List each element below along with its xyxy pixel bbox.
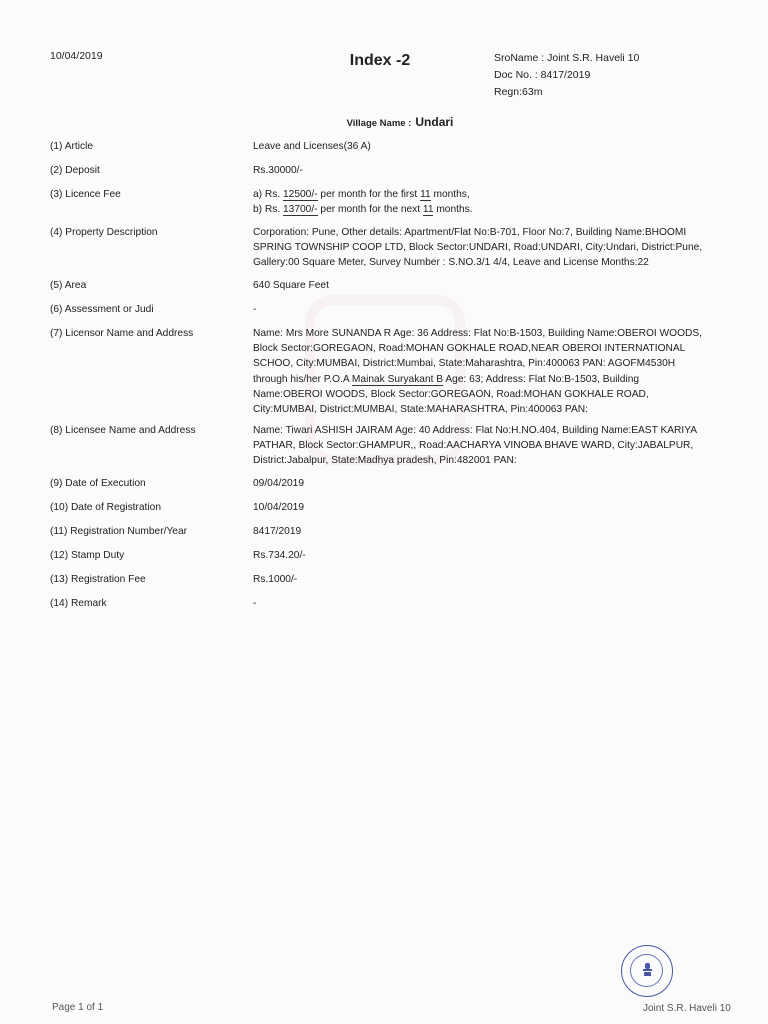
- row-value: 10/04/2019: [253, 502, 304, 513]
- regn: Regn:63m: [494, 86, 543, 98]
- row-label: (6) Assessment or Judi: [50, 304, 154, 315]
- village-line: [300, 115, 500, 129]
- row-label: (3) Licence Fee: [50, 189, 121, 200]
- row-label: (1) Article: [50, 141, 94, 152]
- row-value: 09/04/2019: [253, 478, 304, 489]
- row-label: (12) Stamp Duty: [50, 550, 125, 561]
- row-label: (10) Date of Registration: [50, 502, 161, 513]
- row-label: (11) Registration Number/Year: [50, 526, 188, 537]
- row-label: (13) Registration Fee: [50, 574, 146, 585]
- emblem-icon: [642, 962, 653, 978]
- fee-months: 11: [420, 189, 431, 200]
- row-label: (5) Area: [50, 280, 87, 291]
- row-value: Corporation: Pune, Other details: Apartment/Flat No:B-701, Floor No:7, Building Name:BHOOMI SPRING TOWNSHIP COOP LTD, Block Sector:UNDARI, Road:UNDARI, City:Undari, District:Pune, Gallery:00 Square Meter, Survey Number : S.NO.3/1 4/4, Leave and License Months:22: [253, 227, 703, 269]
- village-value: Undari: [415, 115, 454, 129]
- fee-line-a: a) Rs. 12500/- per month for the first 11 months,: [253, 189, 470, 200]
- poa-name: Mainak Suryakant B: [351, 373, 444, 385]
- row-label: (14) Remark: [50, 598, 107, 609]
- row-value: Rs.734.20/-: [253, 550, 306, 561]
- header-date: 10/04/2019: [50, 50, 103, 62]
- row-value: -: [253, 304, 257, 315]
- sro-name: SroName : Joint S.R. Haveli 10: [494, 52, 640, 64]
- row-label: (4) Property Description: [50, 227, 158, 238]
- header-meta: [494, 50, 639, 101]
- row-value: Rs.1000/-: [253, 574, 298, 585]
- row-label: (8) Licensee Name and Address: [50, 425, 196, 436]
- fee-months: 11: [422, 204, 434, 216]
- fee-amount: 12500/-: [283, 189, 318, 200]
- footer-office: Joint S.R. Haveli 10: [643, 1003, 731, 1014]
- page-title: Index -2: [349, 52, 411, 69]
- doc-number: Doc No. : 8417/2019: [494, 69, 591, 81]
- fee-amount: 13700/-: [283, 204, 318, 216]
- row-value: 8417/2019: [253, 526, 302, 537]
- row-value: Rs.30000/-: [253, 165, 303, 176]
- row-value: -: [253, 598, 257, 609]
- row-label: (7) Licensor Name and Address: [50, 328, 194, 339]
- row-value: 640 Square Feet: [253, 280, 329, 291]
- page-number: Page 1 of 1: [52, 1002, 104, 1013]
- row-value: Leave and Licenses(36 A): [253, 141, 371, 152]
- village-label: Village Name :: [346, 118, 412, 129]
- fee-line-b: b) Rs. 13700/- per month for the next 11 months.: [253, 204, 473, 216]
- row-value: [253, 187, 723, 217]
- row-value: Name: Tiwari ASHISH JAIRAM Age: 40 Address: Flat No:H.NO.404, Building Name:EAST KARIYA PATHAR, Block Sector:GHAMPUR,, Road:AACHARYA VINOBA BHAVE WARD, City:JABALPUR, District:Jabalpur, State:Madhya pradesh, Pin:482001 PAN:: [253, 425, 698, 467]
- row-label: (9) Date of Execution: [50, 478, 146, 489]
- office-seal-stamp: [621, 945, 673, 997]
- seal-inner-ring: [630, 954, 663, 987]
- row-value: Name: Mrs More SUNANDA R Age: 36 Address: Flat No:B-1503, Building Name:OBEROI WOODS, Block Sector:GOREGAON, Road:MOHAN GOKHALE ROAD,NEAR OBEROI INTERNATIONAL SCHOO, City:MUMBAI, District:Mumbai, State:Maharashtra, Pin:400063 PAN: AGOFM4530H through his/her P.O.A Mainak Suryakant B Age: 63; Address: Flat No:B-1503, Building Name:OBEROI WOODS, Block Sector:GOREGAON, Road:MOHAN GOKHALE ROAD, City:MUMBAI, District:MUMBAI, State:MAHARASHTRA, Pin:400063 PAN:: [253, 328, 702, 416]
- row-label: (2) Deposit: [50, 165, 100, 176]
